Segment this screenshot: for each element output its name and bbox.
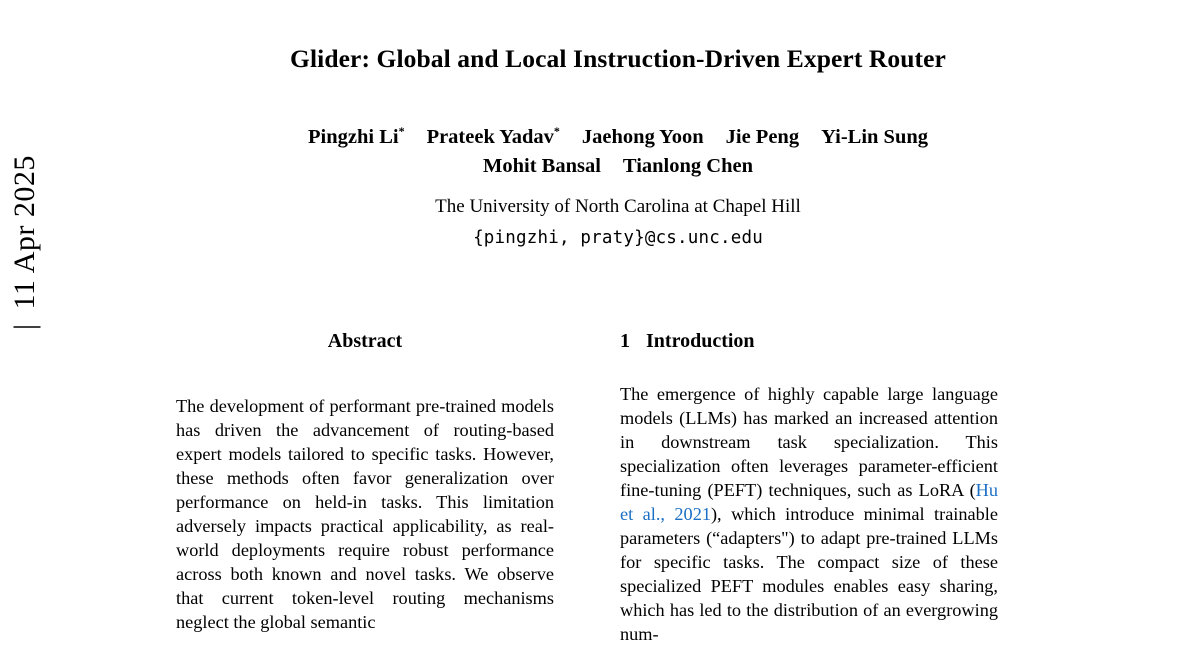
author-row-second — [176, 152, 1060, 182]
author-entry — [821, 123, 928, 153]
introduction-text — [620, 383, 998, 647]
citation-link-year[interactable]: 2021 — [674, 503, 711, 524]
arxiv-date-text: 11 Apr 2025 — [8, 155, 41, 310]
author-marker: * — [398, 123, 405, 138]
author-name: Jie Peng — [725, 125, 800, 148]
citation-link-hu-et-al[interactable]: Hu et al., — [620, 479, 998, 524]
author-name: Jaehong Yoon — [581, 125, 704, 148]
page-title: Glider: Global and Local Instruction-Driven Expert Router — [290, 44, 946, 73]
contact-email: {pingzhi, praty}@cs.unc.edu — [473, 227, 763, 248]
abstract-text — [176, 395, 554, 635]
abstract-heading: Abstract — [327, 330, 403, 352]
author-entry — [623, 152, 753, 182]
author-entry — [726, 123, 799, 153]
intro-text-part1: The emergence of highly capable large language models (LLMs) has marked an increased attention in downstream task specialization. This specialization often leverages parameter-efficient fine-tuning (PEFT) techniques, such as LoRA ( — [620, 384, 998, 500]
abstract-paragraph: The development of performant pre-trained models has driven the advancement of routing-based expert models tailored to specific tasks. However, these methods often favor generalization over performance on held-in tasks. This limitation adversely impacts practical applicability, as real-world deployments require robust performance across both known and novel tasks. We observe that current token-level routing mechanisms neglect the global semantic — [176, 396, 554, 632]
author-name: Pingzhi Li — [308, 125, 399, 148]
author-entry — [427, 123, 560, 153]
author-name: Prateek Yadav — [426, 125, 554, 148]
author-name: Mohit Bansal — [483, 155, 601, 178]
section-title: Introduction — [646, 330, 755, 352]
arxiv-date-stamp — [8, 0, 42, 330]
author-entry — [483, 152, 601, 182]
introduction-column — [620, 330, 998, 647]
affiliation: The University of North Carolina at Chapel Hill — [435, 196, 801, 218]
author-entry — [308, 123, 405, 153]
author-entry — [582, 123, 704, 153]
introduction-paragraph — [620, 383, 998, 647]
author-list — [176, 123, 1060, 182]
abstract-column — [176, 330, 554, 647]
author-marker: * — [553, 123, 560, 138]
introduction-heading — [620, 330, 998, 353]
intro-text-part2: ), which introduce minimal trainable parameters (“adapters") to adapt pre-trained LLMs for specific tasks. The compact size of these specialized PEFT modules enables easy sharing, which has led to the distribution of an evergrowing num- — [620, 503, 998, 644]
title-block — [176, 0, 1060, 248]
section-number: 1 — [620, 330, 630, 352]
author-name: Tianlong Chen — [622, 155, 753, 178]
stamp-divider: | — [8, 323, 41, 330]
author-name: Yi-Lin Sung — [821, 125, 928, 148]
two-column-body — [176, 330, 1060, 647]
